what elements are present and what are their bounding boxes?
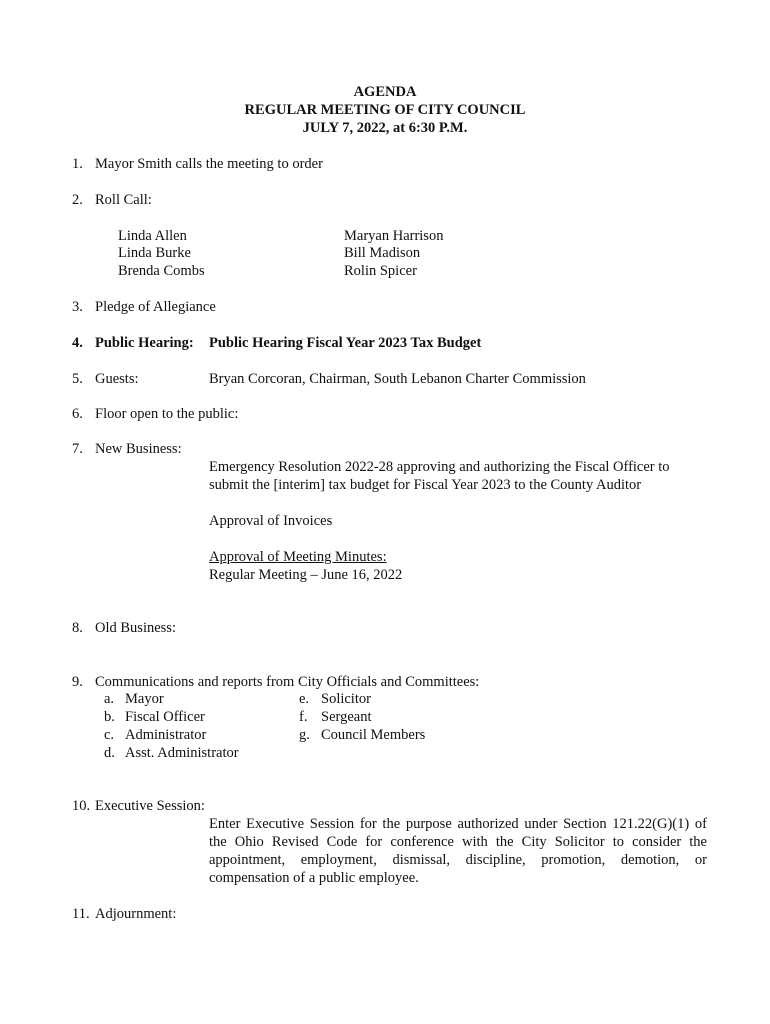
report-letter: d. [104,745,115,761]
item-7-number: 7. [72,441,83,457]
item-8-label: Old Business: [95,620,176,636]
item-7-label: New Business: [95,441,182,457]
item-9-number: 9. [72,674,83,690]
item-10-label: Executive Session: [95,798,205,814]
roll-call-name: Brenda Combs [118,263,205,279]
resolution-line-2: submit the [interim] tax budget for Fiscal Year 2023 to the County Auditor [209,477,642,493]
item-4-number: 4. [72,335,83,351]
report-official: Administrator [125,727,207,743]
roll-call-name: Rolin Spicer [344,263,417,279]
item-5-label: Guests: [95,371,139,387]
item-6-number: 6. [72,406,83,422]
report-official: Solicitor [321,691,371,707]
item-5-number: 5. [72,371,83,387]
approval-of-invoices: Approval of Invoices [209,513,333,529]
executive-session-detail: Enter Executive Session for the purpose authorized under Section 121.22(G)(1) of the Ohio Revised Code for conference with the City Solicitor to consider the appointment, employment, dismissal, discipline, promotion, demotion, or compensation of a public employee. [209,816,707,886]
report-letter: e. [299,691,310,707]
item-11-label: Adjournment: [95,906,177,922]
report-official: Fiscal Officer [125,709,205,725]
agenda-title: AGENDA [353,84,417,100]
roll-call-name: Bill Madison [344,245,421,261]
item-2-label: Roll Call: [95,192,152,208]
report-official: Council Members [321,727,426,743]
item-4-label: Public Hearing: [95,335,194,351]
approval-of-minutes-detail: Regular Meeting – June 16, 2022 [209,567,403,583]
approval-of-minutes-heading: Approval of Meeting Minutes: [209,549,387,565]
item-4-detail: Public Hearing Fiscal Year 2023 Tax Budget [209,335,482,351]
report-letter: g. [299,727,310,743]
item-1-label: Mayor Smith calls the meeting to order [95,156,323,172]
roll-call-name: Linda Allen [118,228,187,244]
item-3-number: 3. [72,299,83,315]
meeting-date: JULY 7, 2022, at 6:30 P.M. [302,120,468,136]
item-1-number: 1. [72,156,83,172]
report-letter: c. [104,727,115,743]
item-11-number: 11. [72,906,90,922]
item-8-number: 8. [72,620,83,636]
meeting-title: REGULAR MEETING OF CITY COUNCIL [244,102,526,118]
report-official: Sergeant [321,709,372,725]
report-official: Asst. Administrator [125,745,239,761]
resolution-line-1: Emergency Resolution 2022-28 approving and authorizing the Fiscal Officer to [209,459,670,475]
report-letter: f. [299,709,308,725]
item-10-number: 10. [72,798,91,814]
report-official: Mayor [125,691,164,707]
roll-call-name: Maryan Harrison [344,228,444,244]
item-6-label: Floor open to the public: [95,406,239,422]
roll-call-name: Linda Burke [118,245,191,261]
item-5-detail: Bryan Corcoran, Chairman, South Lebanon Charter Commission [209,371,586,387]
item-9-label: Communications and reports from City Officials and Committees: [95,674,480,690]
item-2-number: 2. [72,192,83,208]
report-letter: b. [104,709,115,725]
item-3-label: Pledge of Allegiance [95,299,216,315]
report-letter: a. [104,691,115,707]
